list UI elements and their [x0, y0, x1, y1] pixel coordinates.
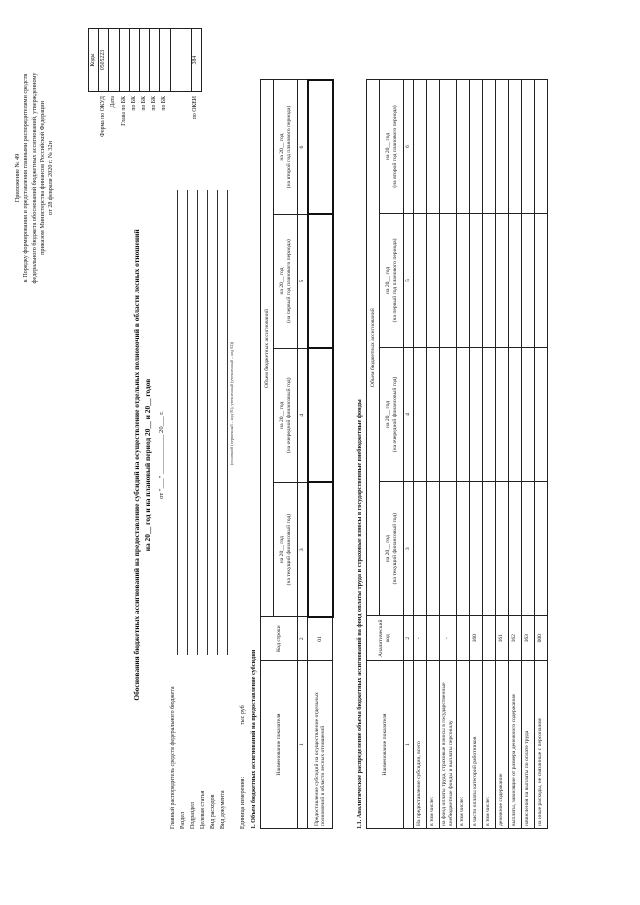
- section1-table: [260, 79, 334, 829]
- value-cell[interactable]: [482, 347, 495, 481]
- value-cell[interactable]: [426, 482, 439, 616]
- value-cell[interactable]: [469, 213, 482, 347]
- section11-title: 1.1. Аналитическое распределение объема бюджетных ассигнований на фонд оплаты труда и страховые взносы в государственные внебюджетные фонды: [356, 399, 363, 829]
- value-cell[interactable]: [426, 80, 439, 214]
- period-note: (на второй год планового периода): [285, 105, 292, 189]
- period-header: [380, 482, 404, 616]
- value-cell[interactable]: [482, 213, 495, 347]
- period-header: [380, 347, 404, 481]
- code-value: [119, 29, 129, 92]
- code-label: по БК: [140, 96, 147, 111]
- value-cell[interactable]: [508, 80, 521, 214]
- col-name-header: Наименование показателя: [261, 661, 298, 829]
- date-line: от "___" ____________ 20___ г.: [158, 411, 165, 499]
- value-cell[interactable]: [426, 213, 439, 347]
- table-row: [439, 80, 456, 829]
- period-note: (на текущий финансовый год): [391, 512, 398, 585]
- value-cell[interactable]: [482, 80, 495, 214]
- col-number: 3: [404, 482, 414, 616]
- row-code: 162: [508, 616, 521, 661]
- period-year: на 20__ год: [384, 535, 391, 563]
- table-row: [469, 80, 482, 829]
- col-number: 4: [298, 348, 308, 482]
- section-label: Раздел: [180, 812, 186, 829]
- value-cell[interactable]: [426, 347, 439, 481]
- doc-type-hint: (основной (первичный – код 01), уточненный (уточненный – код 02)): [229, 341, 234, 465]
- period-year: на 20__ год: [278, 267, 285, 295]
- value-cell[interactable]: [456, 347, 469, 481]
- row-code: 163: [521, 616, 534, 661]
- codes-header: Коды: [89, 29, 99, 92]
- value-cell[interactable]: [308, 348, 333, 482]
- section-line[interactable]: [187, 190, 188, 655]
- value-cell[interactable]: [508, 213, 521, 347]
- code-label: Дата: [110, 96, 117, 108]
- period-header: [380, 213, 404, 347]
- appendix-line: Приложение № 49: [14, 153, 21, 203]
- value-cell[interactable]: [521, 347, 534, 481]
- row-code: -: [439, 616, 456, 661]
- value-cell[interactable]: [508, 347, 521, 481]
- target-item-line[interactable]: [207, 190, 208, 655]
- value-cell[interactable]: [456, 213, 469, 347]
- value-cell[interactable]: [456, 482, 469, 616]
- row-name: Предоставление субсидий на осуществление отдельных полномочий в области лесных отношений: [308, 661, 333, 829]
- col-name-header: Наименование показателя: [367, 661, 404, 829]
- row-name: на иные расходы, не связанные с персоналом: [534, 661, 547, 829]
- col-number: 1: [404, 661, 414, 829]
- row-name: На предоставление субсидии, всего: [413, 661, 426, 829]
- col-code-header: Аналитический код: [367, 616, 404, 661]
- row-code: 01: [308, 617, 333, 661]
- table-row: [534, 80, 547, 829]
- section1-title: 1. Объем бюджетных ассигнований на предоставление субсидии: [250, 649, 257, 829]
- period-header: [274, 80, 298, 214]
- value-cell[interactable]: [521, 482, 534, 616]
- code-value: 0505223: [99, 29, 109, 92]
- col-code-header: Код строки: [261, 617, 298, 661]
- row-name: на фонд оплаты труда, страховые взносы в государственные внебюджетные фонды и выплаты персоналу: [439, 661, 456, 829]
- expense-type-label: Вид расходов: [210, 794, 216, 829]
- table-row: [456, 80, 469, 829]
- value-cell[interactable]: [534, 347, 547, 481]
- code-label: по БК: [151, 96, 158, 111]
- period-note: (на текущий финансовый год): [285, 513, 292, 586]
- appendix-line: федерального бюджета обоснований бюджетных ассигнований, утвержденному: [30, 72, 38, 284]
- value-cell[interactable]: [439, 80, 456, 214]
- row-name: начисления на выплаты по оплате труда: [521, 661, 534, 829]
- period-year: на 20__ год: [278, 536, 285, 564]
- col-number: 6: [404, 80, 414, 214]
- unit-label: Единица измерения:: [240, 776, 246, 829]
- value-cell[interactable]: [413, 80, 426, 214]
- period-year: на 20__ год: [384, 400, 391, 429]
- period-note: (на второй год планового периода): [391, 105, 398, 188]
- row-name: выплаты, зависящие от размера денежного содержания: [508, 661, 521, 829]
- table-row: [413, 80, 426, 829]
- period-header: [274, 482, 298, 616]
- code-value: [109, 29, 119, 92]
- value-cell[interactable]: [413, 213, 426, 347]
- subsection-line[interactable]: [197, 190, 198, 655]
- main-manager-line[interactable]: [177, 190, 178, 655]
- value-cell[interactable]: [308, 80, 333, 214]
- value-cell[interactable]: [439, 347, 456, 481]
- doc-type-line[interactable]: [227, 190, 228, 655]
- code-label: Глава по БК: [120, 96, 127, 126]
- period-note: (на очередной финансовый год): [285, 377, 292, 454]
- value-cell[interactable]: [495, 347, 508, 481]
- row-name: в части оплаты категорий работников: [469, 661, 482, 829]
- period-year: на 20__ год: [278, 401, 285, 429]
- table-row: [482, 80, 495, 829]
- code-label: по БК: [161, 96, 168, 111]
- appendix-line: к Порядку формирования и представления главными распорядителями средств: [22, 73, 30, 283]
- col-group-header: Объем бюджетных ассигнований: [367, 80, 380, 616]
- main-manager-label: Главный распорядитель средств федерального бюджета: [170, 686, 176, 829]
- code-value: [139, 29, 149, 92]
- subsection-label: Подраздел: [190, 802, 196, 829]
- row-code: 161: [495, 616, 508, 661]
- document-title: Обоснования бюджетных ассигнований на предоставление субсидий на осуществление отдельных полномочий в области лесных отношений: [132, 229, 141, 701]
- appendix-line: приказом Министерства финансов Российской Федерации: [39, 101, 47, 255]
- row-code: [456, 616, 469, 661]
- row-code: 160: [469, 616, 482, 661]
- row-code: 000: [534, 616, 547, 661]
- col-number: 2: [404, 616, 414, 661]
- value-cell[interactable]: [521, 80, 534, 214]
- document-subtitle: на 20__ год и на плановый период 20__ и 20__ годов: [143, 378, 152, 552]
- table-row: [426, 80, 439, 829]
- value-cell[interactable]: [495, 213, 508, 347]
- section11-table: [366, 79, 548, 829]
- row-name: в том числе:: [426, 661, 439, 829]
- col-number: 3: [298, 482, 308, 616]
- value-cell[interactable]: [469, 482, 482, 616]
- table-row: [521, 80, 534, 829]
- period-note: (на первый год планового периода): [285, 239, 292, 323]
- col-number: 5: [404, 213, 414, 347]
- col-group-header: Объем бюджетных ассигнований: [261, 80, 274, 617]
- value-cell[interactable]: [534, 213, 547, 347]
- period-header: [274, 214, 298, 348]
- value-cell[interactable]: [413, 347, 426, 481]
- code-value: [129, 29, 139, 92]
- value-cell[interactable]: [521, 213, 534, 347]
- value-cell[interactable]: [439, 482, 456, 616]
- okei-value: 384: [191, 29, 201, 92]
- appendix-line: от 28 февраля 2020 г. № 32н: [47, 141, 55, 215]
- period-header: [380, 80, 404, 214]
- value-cell[interactable]: [456, 80, 469, 214]
- period-note: (на очередной финансовый год): [391, 376, 398, 453]
- value-cell[interactable]: [482, 482, 495, 616]
- value-cell[interactable]: [495, 482, 508, 616]
- period-header: [274, 348, 298, 482]
- col-number: 1: [298, 661, 308, 829]
- period-year: на 20__ год: [384, 266, 391, 294]
- col-number: 6: [298, 80, 308, 214]
- unit-value: тыс руб: [240, 705, 246, 725]
- value-cell[interactable]: [439, 213, 456, 347]
- col-number: 5: [298, 214, 308, 348]
- row-name: в том числе:: [456, 661, 469, 829]
- value-cell[interactable]: [534, 80, 547, 214]
- period-year: на 20__ год: [278, 133, 285, 161]
- period-note: (на первый год планового периода): [391, 238, 398, 323]
- value-cell[interactable]: [308, 482, 333, 616]
- row-code: -: [413, 616, 426, 661]
- table-row: [508, 80, 521, 829]
- target-item-label: Целевая статья: [200, 790, 206, 829]
- period-year: на 20__ год: [384, 132, 391, 161]
- code-label: по БК: [130, 96, 137, 111]
- okei-label: по ОКЕИ: [192, 96, 199, 120]
- row-code: [426, 616, 439, 661]
- row-name: денежное содержание: [495, 661, 508, 829]
- row-code: [482, 616, 495, 661]
- code-label: Форма по ОКУД: [100, 96, 107, 137]
- col-number: 2: [298, 617, 308, 661]
- value-cell[interactable]: [508, 482, 521, 616]
- value-cell[interactable]: [534, 482, 547, 616]
- value-cell[interactable]: [413, 482, 426, 616]
- row-name: в том числе:: [482, 661, 495, 829]
- code-value: [160, 29, 170, 92]
- appendix-caption: [14, 28, 56, 328]
- value-cell[interactable]: [495, 80, 508, 214]
- doc-type-label: Вид документа: [220, 790, 226, 829]
- section11-body: [413, 80, 547, 829]
- table-row: [495, 80, 508, 829]
- col-number: 4: [404, 347, 414, 481]
- expense-type-line[interactable]: [217, 190, 218, 655]
- code-value: [150, 29, 160, 92]
- value-cell[interactable]: [469, 347, 482, 481]
- value-cell[interactable]: [469, 80, 482, 214]
- value-cell[interactable]: [308, 214, 333, 348]
